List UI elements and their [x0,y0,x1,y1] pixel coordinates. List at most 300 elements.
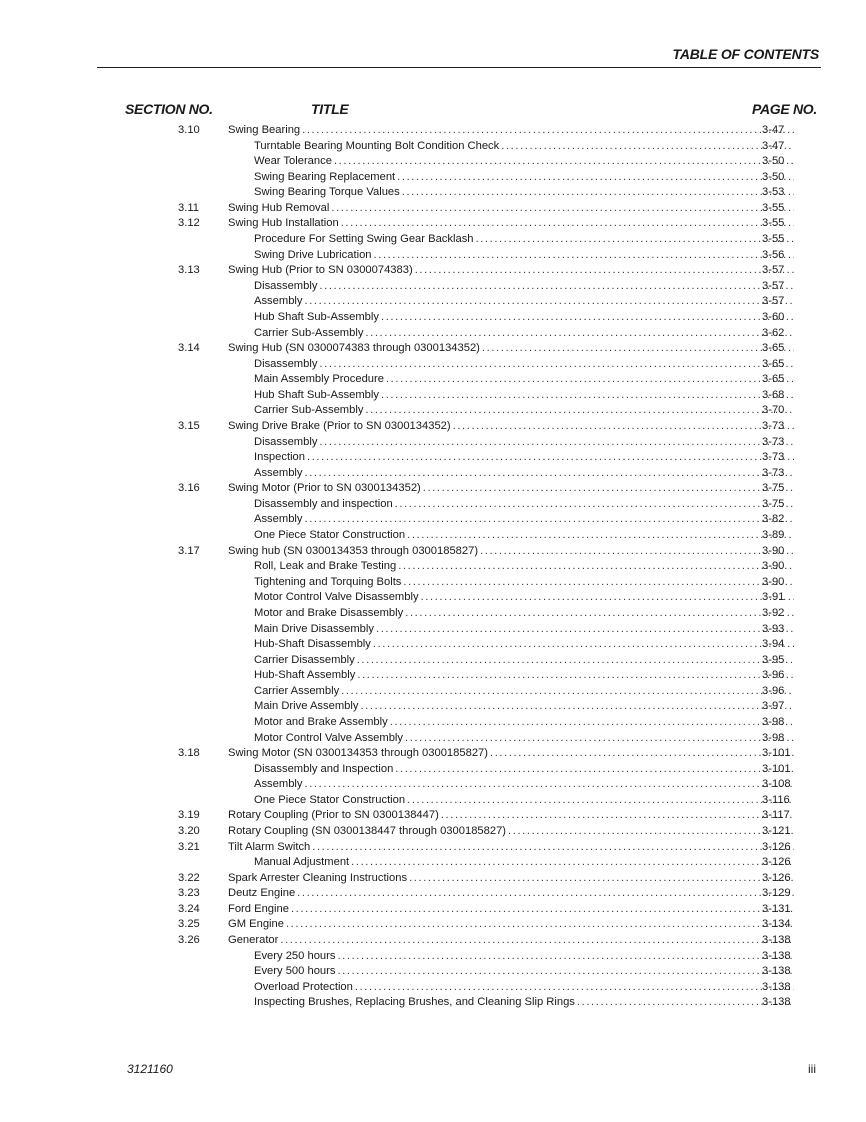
toc-entry-title: Motor Control Valve Assembly [254,731,404,744]
toc-page-number: 3-90 [762,560,785,573]
toc-page-number: 3-55 [762,217,785,230]
dot-leader [305,512,795,528]
page-header-title: TABLE OF CONTENTS [672,46,819,62]
toc-page-number: 3-134 [762,918,791,931]
dot-leader [280,933,794,949]
toc-page-number: 3-65 [762,357,785,370]
toc-section-number: 3.25 [178,918,200,931]
toc-entry-title: Swing Motor (SN 0300134353 through 0300185827) [228,747,488,760]
toc-entry-line [228,824,794,840]
toc-entry[interactable] [0,606,866,622]
toc-entry-line [228,840,794,856]
toc-page-number: 3-138 [762,949,791,962]
dot-leader [302,123,794,139]
toc-entry-title: Deutz Engine [228,887,296,900]
toc-entry[interactable] [0,793,866,809]
toc-page-number: 3-126 [762,871,791,884]
toc-entry-title: Carrier Sub-Assembly [254,326,364,339]
toc-page-number: 3-57 [762,279,785,292]
toc-entry[interactable] [0,715,866,731]
table-of-contents [0,123,866,1011]
toc-entry-line [254,606,794,622]
toc-entry-line [254,668,794,684]
toc-entry-line [254,310,794,326]
toc-section-number: 3.20 [178,825,200,838]
toc-page-number: 3-95 [762,653,785,666]
dot-leader [365,403,794,419]
toc-entry-line [254,154,794,170]
toc-entry[interactable] [0,777,866,793]
toc-entry[interactable] [0,980,866,996]
toc-entry-line [228,341,794,357]
toc-entry[interactable] [0,497,866,513]
toc-entry[interactable] [0,512,866,528]
toc-entry[interactable] [0,684,866,700]
toc-page-number: 3-55 [762,201,785,214]
toc-entry-line [254,575,794,591]
dot-leader [291,902,794,918]
dot-leader [390,715,794,731]
toc-entry[interactable] [0,731,866,747]
toc-page-number: 3-50 [762,155,785,168]
toc-entry-title: Swing Bearing [228,124,301,136]
toc-entry-line [254,294,794,310]
toc-section-number: 3.19 [178,809,200,822]
toc-entry-title: Swing hub (SN 0300134353 through 0300185827) [228,544,479,557]
toc-entry-title: Swing Drive Lubrication [254,248,372,261]
toc-entry[interactable] [0,668,866,684]
toc-section-number: 3.11 [178,201,199,214]
toc-entry[interactable] [0,232,866,248]
toc-entry-line [254,372,794,388]
toc-entry-line [254,590,794,606]
toc-entry[interactable] [0,808,866,824]
dot-leader [381,388,794,404]
toc-entry-line [254,559,794,575]
toc-entry[interactable] [0,466,866,482]
toc-section-number: 3.10 [178,124,200,136]
toc-entry-title: Swing Motor (Prior to SN 0300134352) [228,482,421,495]
toc-entry-title: Swing Hub Removal [228,201,330,214]
toc-entry-title: Disassembly [254,279,318,292]
toc-page-number: 3-57 [762,264,785,277]
toc-entry[interactable] [0,544,866,560]
toc-entry-title: Disassembly [254,435,318,448]
toc-page-number: 3-73 [762,419,785,432]
toc-page-number: 3-73 [762,466,785,479]
toc-entry-line [228,216,794,232]
dot-leader [415,263,794,279]
toc-page-number: 3-89 [762,529,785,542]
dot-leader [341,684,794,700]
dot-leader [405,731,794,747]
toc-entry-line [254,170,794,186]
toc-entry[interactable] [0,575,866,591]
dot-leader [351,855,794,871]
toc-page-number: 3-101 [762,762,791,775]
toc-page-number: 3-53 [762,186,785,199]
toc-page-number: 3-47 [762,139,785,152]
toc-entry-title: Tightening and Torquing Bolts [254,575,402,588]
toc-entry[interactable] [0,699,866,715]
dot-leader [357,653,794,669]
toc-entry-title: Swing Hub (SN 0300074383 through 0300134352) [228,342,480,355]
dot-leader [319,435,794,451]
dot-leader [407,793,794,809]
column-header-section: SECTION NO. [125,101,213,117]
toc-entry-title: Carrier Disassembly [254,653,355,666]
dot-leader [334,154,794,170]
toc-page-number: 3-47 [762,124,785,136]
toc-entry-line [254,232,794,248]
toc-entry[interactable] [0,622,866,638]
toc-section-number: 3.18 [178,747,200,760]
toc-page-number: 3-138 [762,996,791,1009]
toc-page-number: 3-57 [762,295,785,308]
toc-entry-line [254,777,794,793]
toc-entry-line [254,185,794,201]
toc-section-number: 3.14 [178,342,200,355]
toc-entry[interactable] [0,762,866,778]
toc-section-number: 3.17 [178,544,200,557]
toc-entry-title: Hub-Shaft Assembly [254,669,356,682]
toc-entry[interactable] [0,964,866,980]
toc-entry-title: Assembly [254,466,303,479]
toc-page-number: 3-131 [762,902,791,915]
toc-entry-title: Assembly [254,295,303,308]
document-number: 3121160 [127,1062,173,1076]
dot-leader [476,232,794,248]
toc-page-number: 3-96 [762,669,785,682]
toc-entry-line [254,762,794,778]
dot-leader [337,964,794,980]
dot-leader [386,372,794,388]
toc-page-number: 3-70 [762,404,785,417]
toc-page-number: 3-108 [762,778,791,791]
dot-leader [490,746,794,762]
toc-entry[interactable] [0,528,866,544]
toc-entry-title: Main Drive Assembly [254,700,359,713]
toc-section-number: 3.23 [178,887,200,900]
toc-entry-title: Swing Hub Installation [228,217,339,230]
dot-leader [374,248,794,264]
toc-page-number: 3-82 [762,513,785,526]
toc-entry[interactable] [0,995,866,1011]
toc-entry-line [228,419,794,435]
toc-entry[interactable] [0,481,866,497]
toc-entry-title: Assembly [254,513,303,526]
toc-entry-line [254,435,794,451]
toc-entry-title: Motor and Brake Assembly [254,715,388,728]
toc-entry-line [254,699,794,715]
toc-entry-line [254,450,794,466]
toc-entry-line [254,512,794,528]
toc-page-number: 3-138 [762,934,791,947]
toc-entry-title: Main Drive Disassembly [254,622,374,635]
dot-leader [319,357,794,373]
dot-leader [453,419,794,435]
dot-leader [319,279,794,295]
dot-leader [409,871,794,887]
toc-entry-title: Manual Adjustment [254,856,350,869]
toc-section-number: 3.15 [178,419,200,432]
toc-entry[interactable] [0,248,866,264]
toc-entry-title: Carrier Assembly [254,684,340,697]
toc-entry[interactable] [0,902,866,918]
dot-leader [305,466,795,482]
dot-leader [360,699,794,715]
toc-page-number: 3-138 [762,980,791,993]
toc-entry-line [228,481,794,497]
dot-leader [297,886,794,902]
toc-entry-line [254,980,794,996]
dot-leader [423,481,794,497]
toc-page-number: 3-93 [762,622,785,635]
toc-page-number: 3-101 [762,747,791,760]
toc-page-number: 3-94 [762,638,785,651]
toc-entry-title: Spark Arrester Cleaning Instructions [228,871,408,884]
toc-page-number: 3-90 [762,544,785,557]
toc-entry-line [228,544,794,560]
toc-section-number: 3.22 [178,871,200,884]
toc-entry[interactable] [0,559,866,575]
toc-entry-line [254,497,794,513]
toc-entry[interactable] [0,637,866,653]
toc-entry-title: Hub Shaft Sub-Assembly [254,388,379,401]
toc-entry-title: Generator [228,934,279,947]
toc-entry-line [254,528,794,544]
column-header-page: PAGE NO. [751,101,817,117]
page-number: iii [808,1062,816,1076]
toc-entry-title: Main Assembly Procedure [254,373,384,386]
toc-page-number: 3-98 [762,715,785,728]
toc-page-number: 3-90 [762,575,785,588]
toc-entry[interactable] [0,824,866,840]
dot-leader [381,310,794,326]
toc-entry-line [254,731,794,747]
toc-entry[interactable] [0,886,866,902]
toc-entry-title: One Piece Stator Construction [254,529,406,542]
toc-entry-line [228,917,794,933]
toc-entry-line [254,326,794,342]
dot-leader [305,294,795,310]
toc-page-number: 3-121 [762,825,791,838]
toc-entry[interactable] [0,419,866,435]
toc-entry[interactable] [0,372,866,388]
toc-entry-line [254,637,794,653]
toc-page-number: 3-92 [762,606,785,619]
toc-page-number: 3-75 [762,497,785,510]
toc-entry-line [254,139,794,155]
dot-leader [480,544,794,560]
toc-entry[interactable] [0,590,866,606]
toc-page-number: 3-129 [762,887,791,900]
toc-entry-title: Swing Bearing Replacement [254,170,396,183]
toc-section-number: 3.13 [178,264,200,277]
toc-entry[interactable] [0,388,866,404]
toc-entry-title: Ford Engine [228,902,289,915]
toc-entry-line [254,964,794,980]
toc-section-number: 3.16 [178,482,200,495]
dot-leader [365,326,794,342]
toc-page-number: 3-91 [762,591,785,604]
toc-page-number: 3-73 [762,435,785,448]
dot-leader [501,139,794,155]
toc-entry[interactable] [0,435,866,451]
toc-entry-title: Rotary Coupling (SN 0300138447 through 0300185827) [228,825,507,838]
toc-entry[interactable] [0,216,866,232]
toc-entry[interactable] [0,294,866,310]
toc-page-number: 3-75 [762,482,785,495]
toc-entry-line [228,746,794,762]
toc-entry-title: GM Engine [228,918,284,931]
dot-leader [331,201,794,217]
toc-entry[interactable] [0,201,866,217]
toc-page-number: 3-65 [762,342,785,355]
toc-entry-line [254,855,794,871]
dot-leader [407,528,794,544]
toc-entry-line [254,995,794,1011]
dot-leader [373,637,794,653]
toc-entry-title: Tilt Alarm Switch [228,840,311,853]
dot-leader [337,949,794,965]
toc-section-number: 3.24 [178,902,200,915]
toc-entry[interactable] [0,949,866,965]
toc-page-number: 3-96 [762,684,785,697]
toc-entry-title: Hub-Shaft Disassembly [254,638,371,651]
dot-leader [286,917,794,933]
toc-entry[interactable] [0,341,866,357]
toc-page-number: 3-55 [762,233,785,246]
dot-leader [508,824,794,840]
toc-entry-line [254,715,794,731]
dot-leader [403,575,794,591]
dot-leader [402,185,794,201]
toc-entry[interactable] [0,123,866,139]
toc-entry-line [254,793,794,809]
toc-entry-line [228,886,794,902]
toc-page-number: 3-50 [762,170,785,183]
dot-leader [312,840,794,856]
toc-page-number: 3-65 [762,373,785,386]
toc-entry-title: Rotary Coupling (Prior to SN 0300138447) [228,809,439,822]
dot-leader [307,450,794,466]
toc-entry-title: Roll, Leak and Brake Testing [254,560,397,573]
toc-entry-title: Inspection [254,451,305,464]
toc-entry-title: Every 250 hours [254,949,336,962]
toc-entry-title: Disassembly and Inspection [254,762,394,775]
toc-page-number: 3-56 [762,248,785,261]
toc-entry-title: Turntable Bearing Mounting Bolt Condition Check [254,139,500,152]
toc-entry-line [254,653,794,669]
toc-entry-title: Swing Drive Brake (Prior to SN 0300134352) [228,419,451,432]
toc-entry[interactable] [0,871,866,887]
toc-entry-line [254,248,794,264]
toc-page-number: 3-97 [762,700,785,713]
toc-entry-title: One Piece Stator Construction [254,793,406,806]
toc-page-number: 3-73 [762,451,785,464]
toc-entry-line [228,902,794,918]
dot-leader [341,216,794,232]
toc-entry-line [254,357,794,373]
toc-entry[interactable] [0,933,866,949]
toc-page-number: 3-68 [762,388,785,401]
toc-entry[interactable] [0,263,866,279]
toc-entry-line [228,263,794,279]
toc-entry[interactable] [0,855,866,871]
toc-entry-title: Inspecting Brushes, Replacing Brushes, and Cleaning Slip Rings [254,996,575,1009]
toc-page-number: 3-62 [762,326,785,339]
toc-page-number: 3-138 [762,965,791,978]
toc-entry-line [254,622,794,638]
toc-entry[interactable] [0,154,866,170]
toc-page-number: 3-60 [762,310,785,323]
toc-entry-line [228,123,794,139]
toc-entry[interactable] [0,139,866,155]
toc-page-number: 3-117 [762,809,790,822]
toc-entry-title: Motor Control Valve Disassembly [254,591,419,604]
column-header-title: TITLE [311,101,349,117]
toc-entry[interactable] [0,403,866,419]
toc-section-number: 3.12 [178,217,200,230]
toc-entry-title: Overload Protection [254,980,353,993]
toc-entry[interactable] [0,185,866,201]
dot-leader [305,777,795,793]
toc-entry-line [228,933,794,949]
toc-page-number: 3-126 [762,856,791,869]
dot-leader [355,980,794,996]
dot-leader [376,622,794,638]
toc-entry-line [254,684,794,700]
dot-leader [395,762,794,778]
dot-leader [357,668,794,684]
toc-entry-title: Disassembly and inspection [254,497,393,510]
toc-entry[interactable] [0,310,866,326]
toc-page-number: 3-116 [762,793,790,806]
toc-entry-title: Assembly [254,778,303,791]
toc-entry[interactable] [0,653,866,669]
toc-entry[interactable] [0,357,866,373]
dot-leader [421,590,794,606]
toc-entry[interactable] [0,917,866,933]
header-rule [97,67,821,68]
toc-entry[interactable] [0,279,866,295]
toc-entry[interactable] [0,840,866,856]
toc-entry-line [254,388,794,404]
toc-entry-line [254,466,794,482]
dot-leader [482,341,794,357]
toc-entry-title: Motor and Brake Disassembly [254,606,404,619]
toc-entry-title: Swing Bearing Torque Values [254,186,400,199]
toc-entry-title: Procedure For Setting Swing Gear Backlash [254,233,474,246]
toc-section-number: 3.26 [178,934,200,947]
dot-leader [398,559,794,575]
toc-entry[interactable] [0,326,866,342]
toc-page-number: 3-98 [762,731,785,744]
toc-entry[interactable] [0,450,866,466]
toc-entry-line [228,201,794,217]
toc-entry-title: Carrier Sub-Assembly [254,404,364,417]
toc-entry-title: Every 500 hours [254,965,336,978]
toc-entry[interactable] [0,746,866,762]
toc-entry-line [254,279,794,295]
toc-section-number: 3.21 [178,840,200,853]
dot-leader [395,497,794,513]
toc-entry[interactable] [0,170,866,186]
dot-leader [405,606,794,622]
dot-leader [397,170,794,186]
toc-entry-title: Wear Tolerance [254,155,332,168]
